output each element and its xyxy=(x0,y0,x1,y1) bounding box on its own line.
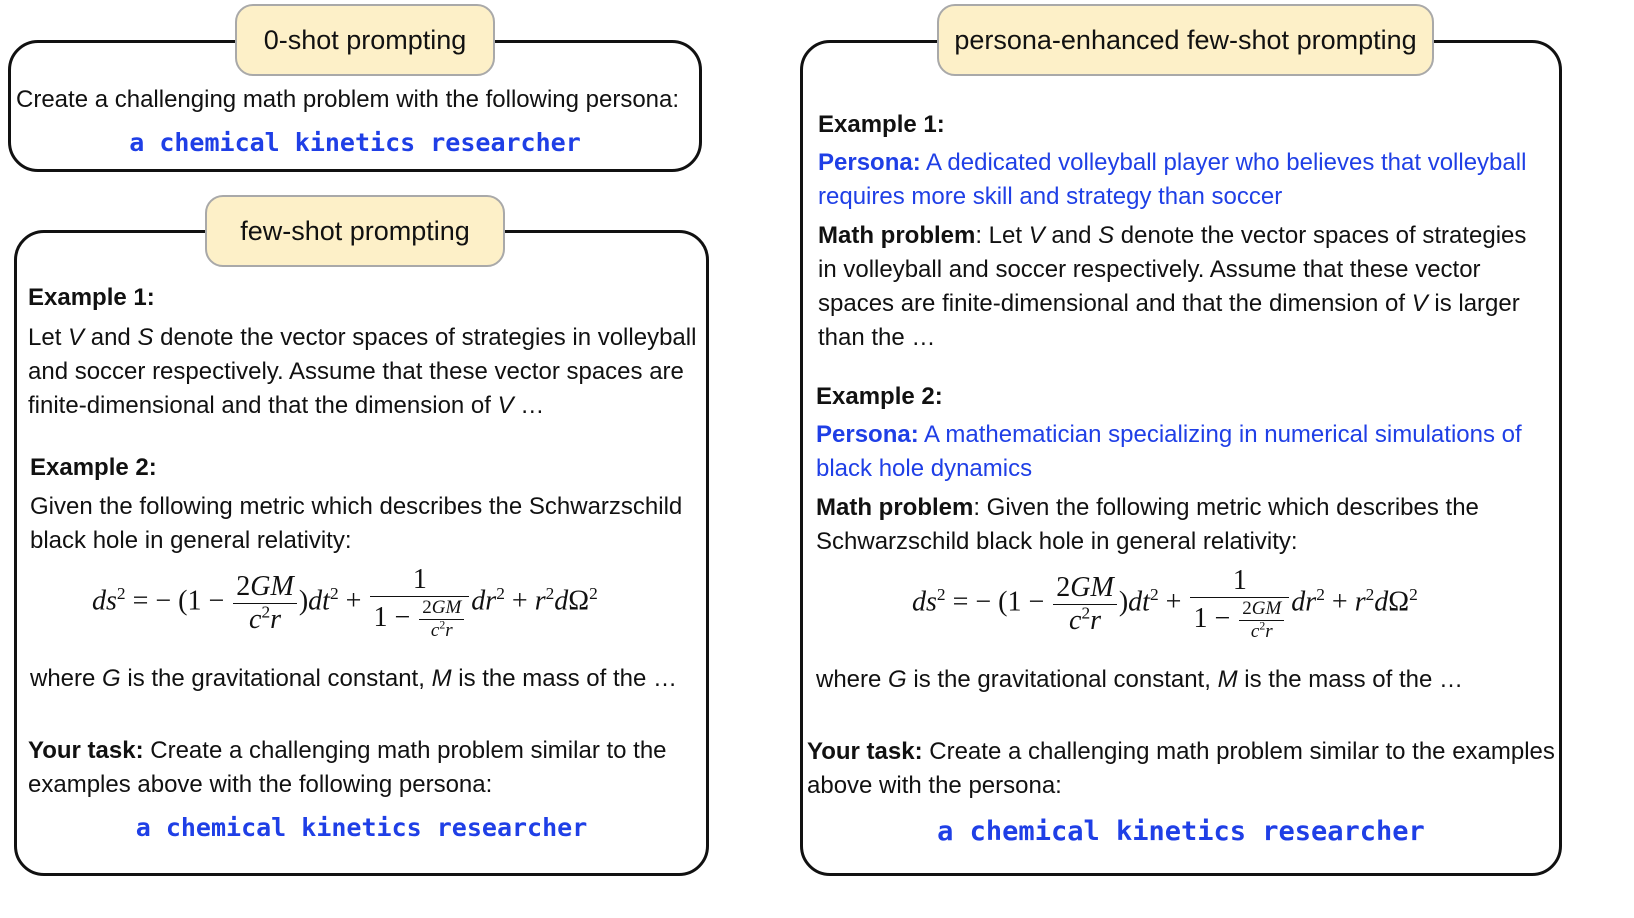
persona-task-line2: above with the persona: xyxy=(807,772,1062,799)
few-shot-persona: a chemical kinetics researcher xyxy=(135,813,588,842)
few-shot-example2-line2: black hole in general relativity: xyxy=(30,527,352,554)
few-shot-title: few-shot prompting xyxy=(205,195,505,267)
persona-example1-heading: Example 1: xyxy=(818,111,945,138)
persona-example1-persona-line1: Persona: A dedicated volleyball player who believes that volleyball xyxy=(818,149,1527,176)
few-shot-metric-equation: $ds^2$ = − (1 − $\frac{2GM}{c^2r}$ )$dt^2$ + 1 1 − $\frac{2GM}{c^2r}$ $dr^2 + r^2d\Omega^2$ xyxy=(92,564,598,641)
few-shot-task-line2: examples above with the following persona: xyxy=(28,771,493,798)
few-shot-example2-where: where G is the gravitational constant, M is the mass of the … xyxy=(30,665,677,692)
zero-shot-title: 0-shot prompting xyxy=(235,4,495,76)
few-shot-example1-line3: finite-dimensional and that the dimension of V … xyxy=(28,392,545,419)
few-shot-example1-heading: Example 1: xyxy=(28,284,155,311)
few-shot-example2-line1: Given the following metric which describes the Schwarzschild xyxy=(30,493,683,520)
persona-example2-persona-line2: black hole dynamics xyxy=(816,455,1033,482)
few-shot-task-line1: Your task: Create a challenging math problem similar to the xyxy=(28,737,667,764)
persona-example1-problem-line1: Math problem: Let V and S denote the vector spaces of strategies xyxy=(818,222,1527,249)
persona-example2-persona-line1: Persona: A mathematician specializing in numerical simulations of xyxy=(816,421,1522,448)
persona-task-line1: Your task: Create a challenging math problem similar to the examples xyxy=(807,738,1555,765)
persona-example2-problem-line1: Math problem: Given the following metric which describes the xyxy=(816,494,1479,521)
persona-example1-problem-line4: than the … xyxy=(818,324,936,351)
few-shot-example2-heading: Example 2: xyxy=(30,454,157,481)
persona-example2-problem-line2: Schwarzschild black hole in general relativity: xyxy=(816,528,1298,555)
persona-metric-equation: $ds^2$ = − (1 − $\frac{2GM}{c^2r}$ )$dt^2$ + 1 1 − $\frac{2GM}{c^2r}$ $dr^2 + r^2d\Omega^2$ xyxy=(912,565,1418,642)
zero-shot-instruction: Create a challenging math problem with the following persona: xyxy=(16,86,680,113)
persona-example1-problem-line3: spaces are finite-dimensional and that the dimension of V is larger xyxy=(818,290,1520,317)
persona-example1-problem-line2: in volleyball and soccer respectively. Assume that these vector xyxy=(818,256,1481,283)
persona-few-shot-persona: a chemical kinetics researcher xyxy=(937,816,1425,847)
persona-example2-where: where G is the gravitational constant, M is the mass of the … xyxy=(816,666,1463,693)
zero-shot-persona: a chemical kinetics researcher xyxy=(129,128,581,157)
few-shot-example1-line1: Let V and S denote the vector spaces of strategies in volleyball xyxy=(28,324,697,351)
persona-few-shot-title: persona-enhanced few-shot prompting xyxy=(937,4,1434,76)
persona-example2-heading: Example 2: xyxy=(816,383,943,410)
persona-example1-persona-line2: requires more skill and strategy than soccer xyxy=(818,183,1283,210)
few-shot-example1-line2: and soccer respectively. Assume that these vector spaces are xyxy=(28,358,684,385)
